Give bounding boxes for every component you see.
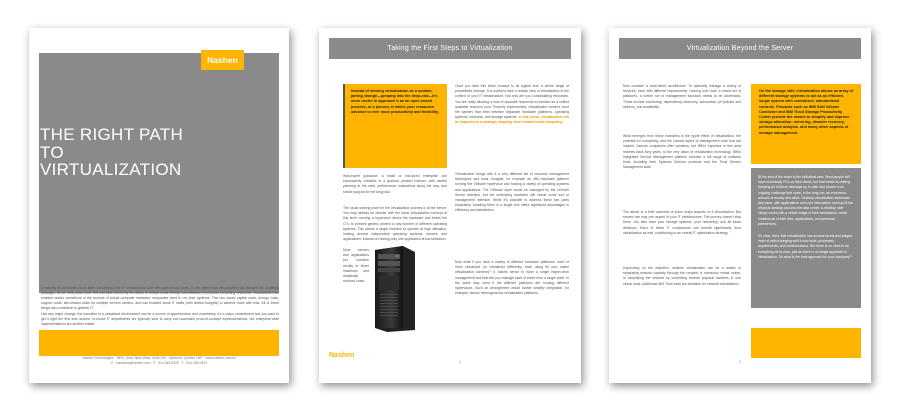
cover-intro-paragraph: A majority of companies have been virtualizing their IT infrastructure over the past several years, to the extent that virtualization has become the dominant paradigm. At the most basic level, this has been driven by the desire to reduce costs through consolidation of physical computing resources. Virtualization has enabled drastic reductions in the amount of actual computer hardware companies need to run their systems. This has saved capital costs, energy costs, support costs, site-related costs for multiple servers centers, and has enabled small IT staffs (with limited budgets) to achieve more with less. All of these things also contribute to greener IT. bbox=[41, 286, 279, 310]
page-3-accent-block bbox=[751, 328, 861, 358]
brand-logo: Nashen bbox=[201, 50, 244, 70]
page-3-sidebar bbox=[751, 168, 861, 308]
contact-address: Nashen Technologies · 3803, Jean-Talon West, Suite 200 · Montreal, Quebec H4P · www.nashen.com/en bbox=[82, 356, 236, 360]
page-3-heading: Virtualization Beyond the Server bbox=[619, 38, 861, 59]
cover-contact-info bbox=[39, 356, 279, 366]
page-2-heading: Taking the First Steps to Virtualization bbox=[329, 38, 571, 59]
page-2-right-col-2: Virtualization brings with it a very different set of resource management techniques and tools. Imagine, for example an x86 hardware platform running the VMware hypervisor and hosting a variety of operating systems and applications. The VMware layer would be managed by the vCenter Server interface, but the underlying hardware still needs some sort of management interface. While it's possible to address these two parts separately, bundling them in a single tool offers significant advantages in efficiency and satisfaction. bbox=[455, 172, 569, 213]
callout-accent-bar bbox=[343, 84, 345, 168]
page-3-col-1: Now consider a multi-tiered architecture. To optimally manage a variety of services, each with different requirements, running over such a mixed set of platforms, a further set of management functions needs to be addressed. These include monitoring, dependency discovery, automation (of policies and actions), and availability. bbox=[623, 84, 741, 109]
sidebar-desktop-text: At the end of the chain is the individual user. Most people still have essentially PCs on their desks, but that model is shifting. Keeping all of these desktops up to date and secure is an ongoing challenge that costs, in the long run, an enormous amount of money and effort. Desktop virtualization addresses this issue, with applications and user information moving off the physical desktop and into the data center. A desktop user simply works with a virtual image of their workstation, which contains all of their files, applications, and personal preferences. bbox=[758, 175, 853, 226]
page-3-callout: On the storage side, virtualization allows an array of different storage systems to act as an efficient, single system with centralized, standardized controls. Products such as IBM SAN Volume Controller and IBM Tivoli Storage Productivity Center provide the means to simplify and improve storage allocation, mirroring, disaster recovery, performance analysis, and many other aspects of storage management. bbox=[751, 84, 861, 164]
sidebar-question-text: It's clear, then, that virtualization has several facets and stages, each of which bringing with it new tools, processes, requirements, and considerations. But there is no need to do everything all at once, just as there is no single approach to virtualization. So what is the best approach for your company? bbox=[758, 234, 853, 259]
page-2-left-body: The usual starting point for the virtualization journey is at the server. You may already be familiar with the basic virtualization concept at this level: running a hypervisor above the hardware and below the O.S. to present generic drivers to any number of different operating systems. This allows a single machine to operate at high utilization, hosting several independent operating systems, servers, and applications, instead of running only one application at low utilization. bbox=[343, 206, 447, 242]
page-2-right-col-1 bbox=[455, 84, 569, 126]
brochure-page-2 bbox=[319, 28, 581, 383]
cover-title-line1: THE RIGHT PATH bbox=[40, 125, 184, 144]
page-2-right-col-3: Now what if you have a variety of different hardware platforms, each of them virtualized (or virtualized differently, each using its own native virtualization scheme)? It makes sense to have a single higher-level management tool that lets you manage each of these from a single point. In the same way, even if the different platforms are running different hypervisors. Such an arrangement would further simplify integration, for example, across heterogeneous virtualization platforms. bbox=[455, 260, 569, 296]
page-2-callout: Instead of viewing virtualization as a sudden, jarring change—jumping into the deep-end—it's more useful to approach it as an open-ended process, or a journey in which your resources advance to ever more productivity and flexibility. bbox=[343, 84, 447, 168]
brochure-cover-page bbox=[29, 28, 289, 383]
page-3-col-4: Depending on the objective, network virtualization can be a matter of separating network capacity through the creation of numerous virtual routes, or simplifying the network by combining several physical switches in one virtual node. Additional IBM Tivoli tools are available for network virtualization. bbox=[623, 266, 741, 286]
page-3-col-3: The above is a brief overview of some major aspects of a virtualization. But servers are only one aspect of your IT infrastructure. The journey doesn't stop there. You also have your storage systems, your network(s) and all those desktops. Each of these IT components can benefit significantly from virtualization as well, contributing to an overall IT optimization strategy. bbox=[623, 210, 741, 235]
right-col-1-text: Once you take this initial concept to its logical end, a whole range of possibilities emerge. It is useful to take a holistic view of virtualization in the context of your IT infrastructure. Not only are you consolidating resources. You are really allowing a host of separate resources to function as a unified available resource pool. Properly implemented, virtualization renders moot the barriers that exist between disparate hardware platforms, operating systems, networks, and storage systems. bbox=[455, 84, 569, 120]
cover-title-line3: VIRTUALIZATION bbox=[40, 160, 182, 179]
page-number: 2 bbox=[459, 360, 461, 364]
cover-footer-band bbox=[39, 330, 279, 356]
footer-logo: Nashen bbox=[329, 352, 355, 359]
server-tower-image bbox=[371, 244, 416, 332]
page-3-col-2: What emerges from these examples is the ripple effect of virtualization, the potential for complexity, and the various layers of management tools that are implied. Various companies offer solutions, but IBM's expertise in this area reaches back forty years, to the very dawn of virtualization technology. IBM's Integrated Service Management platform includes a full range of software tools, including their Systems Director products and the Tivoli Service Management suite. bbox=[623, 134, 741, 170]
cover-title bbox=[40, 126, 190, 179]
page-2-left-intro: Well-expert guidance, a small or mid-sized enterprise can successfully virtualize in a gradual, phased manner, with careful planning at the start, performance evaluations along the way, and robust support for the long haul. bbox=[343, 174, 447, 194]
cover-title-line2: TO bbox=[40, 142, 64, 162]
brochure-page-3 bbox=[609, 28, 871, 383]
page-2-left-wrap-text: More servers and applications per machine results in fewer machines and drastically reduced costs. bbox=[343, 248, 369, 284]
page-number: 3 bbox=[739, 360, 741, 364]
contact-phone-email: E : solutions@nashen.com · P : 514-343-0028 · F : 514-343-0433 bbox=[111, 361, 207, 365]
cloud-highlight-text: In this sense, virtualization can be regarded as a strategic stepping stone toward cloud computing. bbox=[455, 115, 569, 125]
cover-second-paragraph: Like any major change, the transition to a virtualized environment can be a source of apprehension and uncertainty. It's a major commitment and you want to get it right the first time around. In-house IT departments are typically slow to carry out successful proof-of-concept implementations, but enterprise-wide implementations are another matter. bbox=[41, 312, 279, 326]
